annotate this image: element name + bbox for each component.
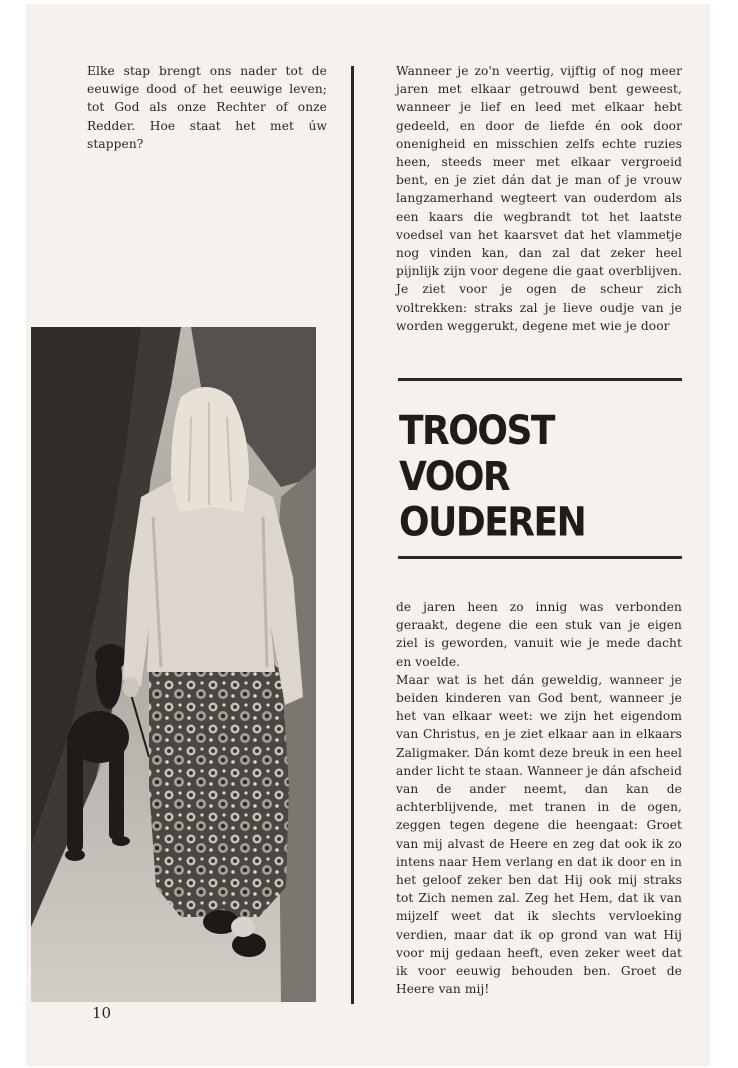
left-column-text: Elke stap brengt ons nader tot de eeuwige dood of het eeuwige leven; tot God als onze Rechter of onze Redder. Hoe staat het met úw stappen? [87, 64, 327, 151]
article-title-line-2: VOOR [399, 453, 510, 500]
article-title-line-1: TROOST [399, 408, 554, 454]
article-title [399, 408, 585, 546]
bottom-paragraph-2: Maar wat is het dán geweldig, wanneer je beiden kinderen van God bent, wanneer je het van elkaar weet: we zijn het eigendom van Christus, en je ziet elkaar aan in elkaars Zaligmaker. Dán komt deze breuk in een heel ander licht te staan. Wanneer je dán afscheid van de ander neemt, dan kan de achterblijvende, met tranen in de ogen, zeggen tegen degene die heengaat: Groet van mij alvast de Heere en zeg dat ook ik zo intens naar Hem verlang en dat ik door en in het geloof zeker ben dat Hij ook mij straks tot Zich nemen zal. Zeg het Hem, dat ik van mijzelf weet dat ik slechts vervloeking verdien, maar dat ik op grond van wat Hij voor mij gedaan heeft, even zeker weet dat ik voor eeuwig behouden ben. Groet de Heere van mij! [396, 672, 682, 997]
title-rule-top [398, 378, 682, 381]
right-column-bottom-text [396, 598, 682, 998]
column-divider-vertical [351, 66, 354, 1004]
photo-woman-walking-dog [31, 327, 316, 1002]
article-title-line-3: OUDEREN [399, 499, 586, 546]
magazine-page [26, 4, 710, 1066]
page-number: 10 [92, 1004, 112, 1022]
title-rule-bottom [398, 556, 682, 559]
bottom-paragraph-1: de jaren heen zo innig was verbonden geraakt, degene die een stuk van je eigen ziel is geworden, vanuit wie je mede dacht en voelde. [396, 600, 682, 669]
right-column-top-text: Wanneer je zo'n veertig, vijftig of nog meer jaren met elkaar getrouwd bent geweest, wanneer je lief en leed met elkaar hebt gedeeld, en door de liefde én ook door onenigheid en misschien zelfs echte ruzies heen, steeds meer met elkaar vergroeid bent, en je ziet dán dat je man of je vrouw langzamerhand wegteert van ouderdom als een kaars die wegbrandt tot het laatste voedsel van het kaarsvet dat het vlammetje nog vinden kan, dan zal dat zeker heel pijnlijk zijn voor degene die gaat overblijven. Je ziet voor je ogen de scheur zich voltrekken: straks zal je lieve oudje van je worden weggerukt, degene met wie je door [396, 64, 682, 333]
